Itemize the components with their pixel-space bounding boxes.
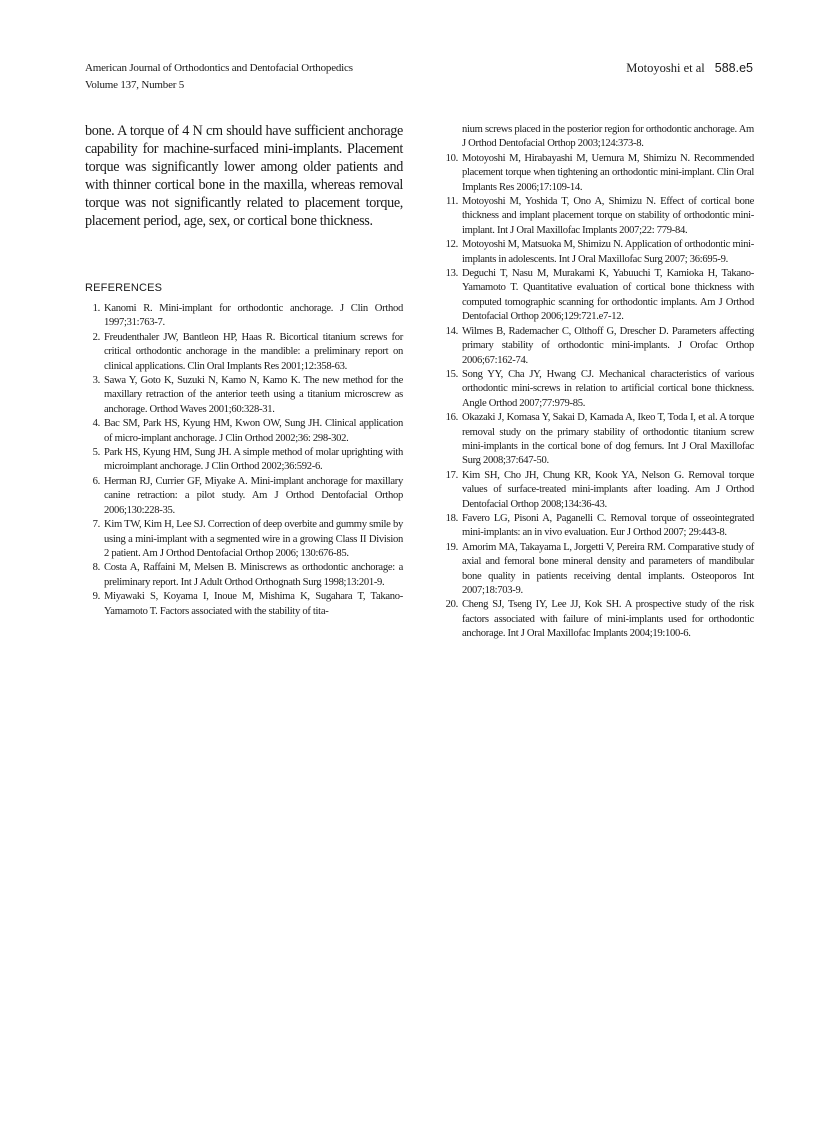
reference-text: Favero LG, Pisoni A, Paganelli C. Removal torque of osseointegrated mini-implants: an in vivo evaluation. Eur J Orthod 2007; 29:443-8. bbox=[462, 512, 754, 539]
journal-volume: Volume 137, Number 5 bbox=[85, 79, 185, 91]
reference-number: 19. bbox=[445, 541, 458, 553]
reference-text: Wilmes B, Rademacher C, Olthoff G, Drescher D. Parameters affecting primary stability of orthodontic mini-implants. J Orofac Orthop 2006;67:162-74. bbox=[462, 325, 754, 366]
references-heading: REFERENCES bbox=[85, 282, 163, 294]
page-number: 588.e5 bbox=[714, 61, 753, 75]
right-column bbox=[443, 123, 754, 642]
reference-number: 5. bbox=[92, 447, 100, 459]
reference-item bbox=[443, 368, 754, 411]
reference-item bbox=[85, 446, 403, 475]
body-paragraph: bone. A torque of 4 N cm should have sufficient anchorage capability for machine-surfaced mini-implants. Placement torque was significantly lower among older patients and with thinner cortical bone in the maxilla, whereas removal torque was not significantly related to placement torque, placement period, age, sex, or cortical bone thickness. bbox=[85, 123, 403, 229]
reference-item bbox=[443, 598, 754, 641]
reference-number: 3. bbox=[92, 375, 100, 387]
reference-list-left bbox=[85, 302, 403, 619]
reference-item bbox=[85, 590, 403, 619]
reference-item bbox=[85, 302, 403, 331]
reference-number: 8. bbox=[92, 562, 100, 574]
reference-number: 13. bbox=[445, 268, 458, 280]
reference-item bbox=[443, 152, 754, 195]
running-header-left bbox=[85, 60, 353, 94]
reference-text: Motoyoshi M, Hirabayashi M, Uemura M, Shimizu N. Recommended placement torque when tightening an orthodontic mini-implant. Clin Oral Implants Res 2006;17:109-14. bbox=[462, 152, 754, 193]
reference-item bbox=[443, 512, 754, 541]
reference-number: 20. bbox=[445, 599, 458, 611]
reference-text: Kanomi R. Mini-implant for orthodontic anchorage. J Clin Orthod 1997;31:763-7. bbox=[104, 303, 403, 329]
reference-number: 6. bbox=[92, 475, 100, 487]
reference-item bbox=[85, 331, 403, 374]
reference-number: 9. bbox=[92, 591, 100, 603]
reference-number: 1. bbox=[92, 303, 100, 314]
reference-text: Costa A, Raffaini M, Melsen B. Miniscrews as orthodontic anchorage: a preliminary report. Int J Adult Orthod Orthognath Surg 1998;13:201-9. bbox=[104, 562, 403, 588]
reference-text: Sawa Y, Goto K, Suzuki N, Kamo N, Kamo K. The new method for the maxillary retraction of the anterior teeth using a titanium microscrew as anchorage. Orthod Waves 2001;60:328-31. bbox=[104, 375, 403, 415]
running-header-right bbox=[626, 60, 753, 77]
reference-number: 16. bbox=[445, 412, 458, 424]
reference-item bbox=[443, 411, 754, 469]
reference-item bbox=[85, 561, 403, 590]
reference-item bbox=[443, 325, 754, 368]
reference-text: Song YY, Cha JY, Hwang CJ. Mechanical characteristics of various orthodontic mini-screws in relation to artificial cortical bone thickness. Angle Orthod 2007;77:979-85. bbox=[462, 368, 754, 409]
reference-number: 11. bbox=[446, 196, 458, 208]
reference-item bbox=[443, 469, 754, 512]
reference-list-right bbox=[443, 152, 754, 642]
journal-title: American Journal of Orthodontics and Dentofacial Orthopedics bbox=[85, 62, 353, 74]
reference-number: 2. bbox=[92, 331, 100, 343]
reference-9-continuation: nium screws placed in the posterior region for orthodontic anchorage. Am J Orthod Dentofacial Orthop 2003;124:373-8. bbox=[462, 124, 754, 150]
reference-number: 14. bbox=[445, 325, 458, 337]
reference-item bbox=[85, 475, 403, 518]
reference-number: 10. bbox=[445, 152, 458, 164]
reference-text: Okazaki J, Komasa Y, Sakai D, Kamada A, Ikeo T, Toda I, et al. A torque removal study on the primary stability of orthodontic titanium screw mini-implants in the cortical bone of dog femurs. Int J Oral Maxillofac Surg 2008;37:647-50. bbox=[462, 412, 754, 467]
reference-number: 7. bbox=[92, 519, 100, 531]
running-authors: Motoyoshi et al bbox=[626, 61, 705, 75]
reference-item bbox=[443, 541, 754, 599]
reference-text: Deguchi T, Nasu M, Murakami K, Yabuuchi T, Kamioka H, Takano-Yamamoto T. Quantitative evaluation of cortical bone thickness with computed tomographic scanning for orthodontic implants. Am J Orthod Dentofacial Orthop 2006;129:721.e7-12. bbox=[462, 268, 754, 323]
reference-text: Park HS, Kyung HM, Sung JH. A simple method of molar uprighting with microimplant anchorage. J Clin Orthod 2002;36:592-6. bbox=[104, 447, 403, 473]
reference-item bbox=[85, 518, 403, 561]
reference-text: Miyawaki S, Koyama I, Inoue M, Mishima K, Sugahara T, Takano-Yamamoto T. Factors associated with the stability of tita- bbox=[104, 591, 403, 617]
reference-number: 4. bbox=[92, 418, 100, 430]
left-column bbox=[85, 122, 403, 619]
reference-text: Kim TW, Kim H, Lee SJ. Correction of deep overbite and gummy smile by using a mini-implant with a segmented wire in a growing Class II Division 2 patient. Am J Orthod Dentofacial Orthop 2006; 130:676-85. bbox=[104, 519, 403, 559]
reference-number: 12. bbox=[445, 239, 458, 251]
reference-item bbox=[443, 238, 754, 267]
reference-text: Motoyoshi M, Matsuoka M, Shimizu N. Application of orthodontic mini-implants in adolescents. Int J Oral Maxillofac Surg 2007; 36:695-9. bbox=[462, 239, 754, 265]
reference-text: Kim SH, Cho JH, Chung KR, Kook YA, Nelson G. Removal torque values of surface-treated mini-implants after loading. Am J Orthod Dentofacial Orthop 2008;134:36-43. bbox=[462, 469, 754, 510]
reference-item bbox=[85, 374, 403, 417]
reference-text: Freudenthaler JW, Bantleon HP, Haas R. Bicortical titanium screws for critical orthodontic anchorage in the mandible: a preliminary report on clinical applications. Clin Oral Implants Res 2001;12:358-63. bbox=[104, 331, 403, 372]
reference-number: 17. bbox=[445, 469, 458, 481]
reference-text: Bac SM, Park HS, Kyung HM, Kwon OW, Sung JH. Clinical application of micro-implant anchorage. J Clin Orthod 2002;36: 298-302. bbox=[104, 418, 403, 444]
reference-text: Cheng SJ, Tseng IY, Lee JJ, Kok SH. A prospective study of the risk factors associated with failure of mini-implants used for orthodontic anchorage. Int J Oral Maxillofac Implants 2004;19:100-6. bbox=[462, 599, 754, 640]
reference-number: 18. bbox=[445, 512, 458, 524]
reference-item bbox=[443, 195, 754, 238]
reference-text: Herman RJ, Currier GF, Miyake A. Mini-implant anchorage for maxillary canine retraction: a pilot study. Am J Orthod Dentofacial Orthop 2006;130:228-35. bbox=[104, 475, 403, 516]
reference-item bbox=[443, 267, 754, 325]
reference-number: 15. bbox=[445, 368, 458, 380]
reference-item bbox=[85, 417, 403, 446]
reference-text: Amorim MA, Takayama L, Jorgetti V, Pereira RM. Comparative study of axial and femoral bone mineral density and parameters of mandibular bone quality in patients receiving dental implants. Osteoporos Int 2007;18:703-9. bbox=[462, 541, 754, 596]
reference-text: Motoyoshi M, Yoshida T, Ono A, Shimizu N. Effect of cortical bone thickness and implant placement torque on stability of orthodontic mini-implant. Int J Oral Maxillofac Implants 2007;22: 779-84. bbox=[462, 196, 754, 236]
